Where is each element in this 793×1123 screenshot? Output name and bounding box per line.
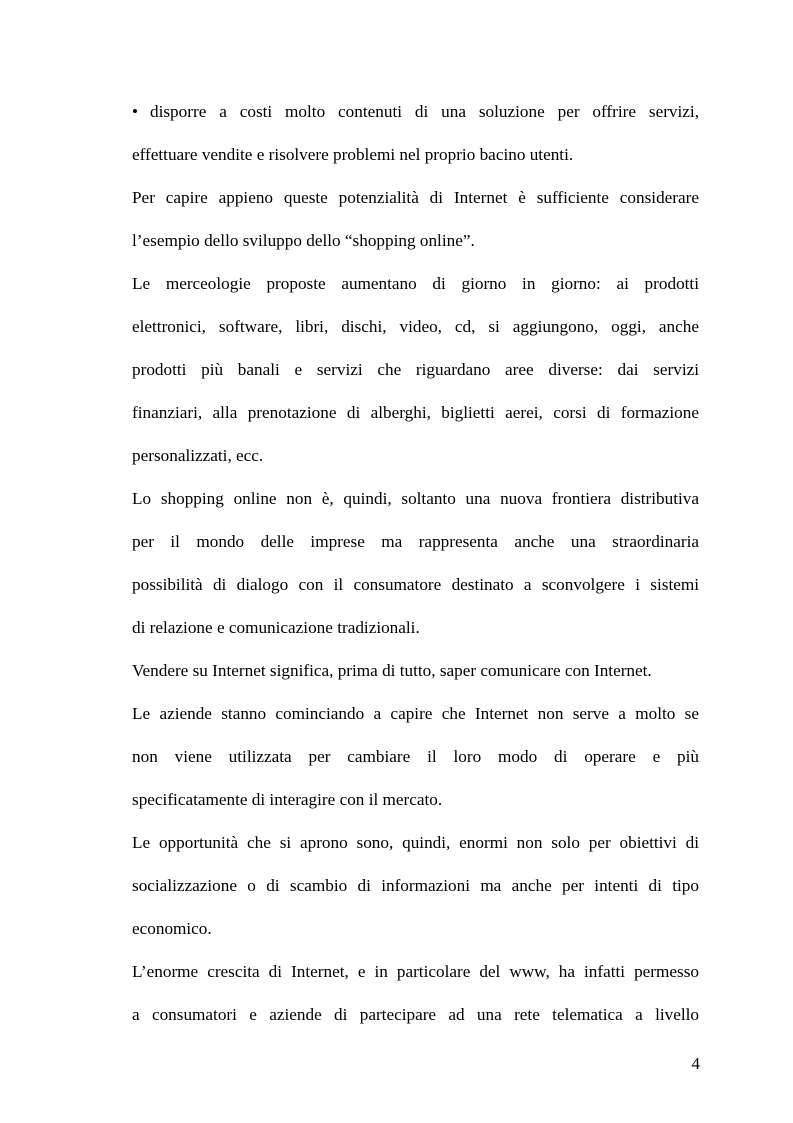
text-line: prodotti più banali e servizi che riguardano aree diverse: dai servizi	[132, 360, 699, 379]
bullet-icon: •	[132, 102, 139, 121]
text-line: Le opportunità che si aprono sono, quindi, enormi non solo per obiettivi di	[132, 833, 699, 852]
text-line: di relazione e comunicazione tradizionali.	[132, 618, 420, 637]
text-line: elettronici, software, libri, dischi, video, cd, si aggiungono, oggi, anche	[132, 317, 699, 336]
page-number: 4	[691, 1054, 700, 1073]
text-line: L’enorme crescita di Internet, e in particolare del www, ha infatti permesso	[132, 962, 699, 981]
text-line: l’esempio dello sviluppo dello “shopping online”.	[132, 231, 475, 250]
text-line: per il mondo delle imprese ma rappresenta anche una straordinaria	[132, 532, 699, 551]
text-line: disporre a costi molto contenuti di una soluzione per offrire servizi,	[150, 102, 699, 121]
text-line: possibilità di dialogo con il consumatore destinato a sconvolgere i sistemi	[132, 575, 699, 594]
text-line: Le merceologie proposte aumentano di giorno in giorno: ai prodotti	[132, 274, 699, 293]
text-line: Vendere su Internet significa, prima di tutto, saper comunicare con Internet.	[132, 661, 652, 680]
text-line: socializzazione o di scambio di informazioni ma anche per intenti di tipo	[132, 876, 699, 895]
bullet-list-item	[132, 90, 699, 133]
text-line: a consumatori e aziende di partecipare ad una rete telematica a livello	[132, 1005, 699, 1024]
text-line: economico.	[132, 919, 212, 938]
text-line: Le aziende stanno cominciando a capire che Internet non serve a molto se	[132, 704, 699, 723]
text-line: effettuare vendite e risolvere problemi nel proprio bacino utenti.	[132, 145, 574, 164]
text-line: specificatamente di interagire con il mercato.	[132, 790, 443, 809]
text-line: non viene utilizzata per cambiare il loro modo di operare e più	[132, 747, 699, 766]
text-line: Lo shopping online non è, quindi, soltanto una nuova frontiera distributiva	[132, 489, 699, 508]
text-line: finanziari, alla prenotazione di alberghi, biglietti aerei, corsi di formazione	[132, 403, 699, 422]
text-line: Per capire appieno queste potenzialità di Internet è sufficiente considerare	[132, 188, 699, 207]
body-text	[132, 90, 699, 1036]
text-line: personalizzati, ecc.	[132, 446, 264, 465]
